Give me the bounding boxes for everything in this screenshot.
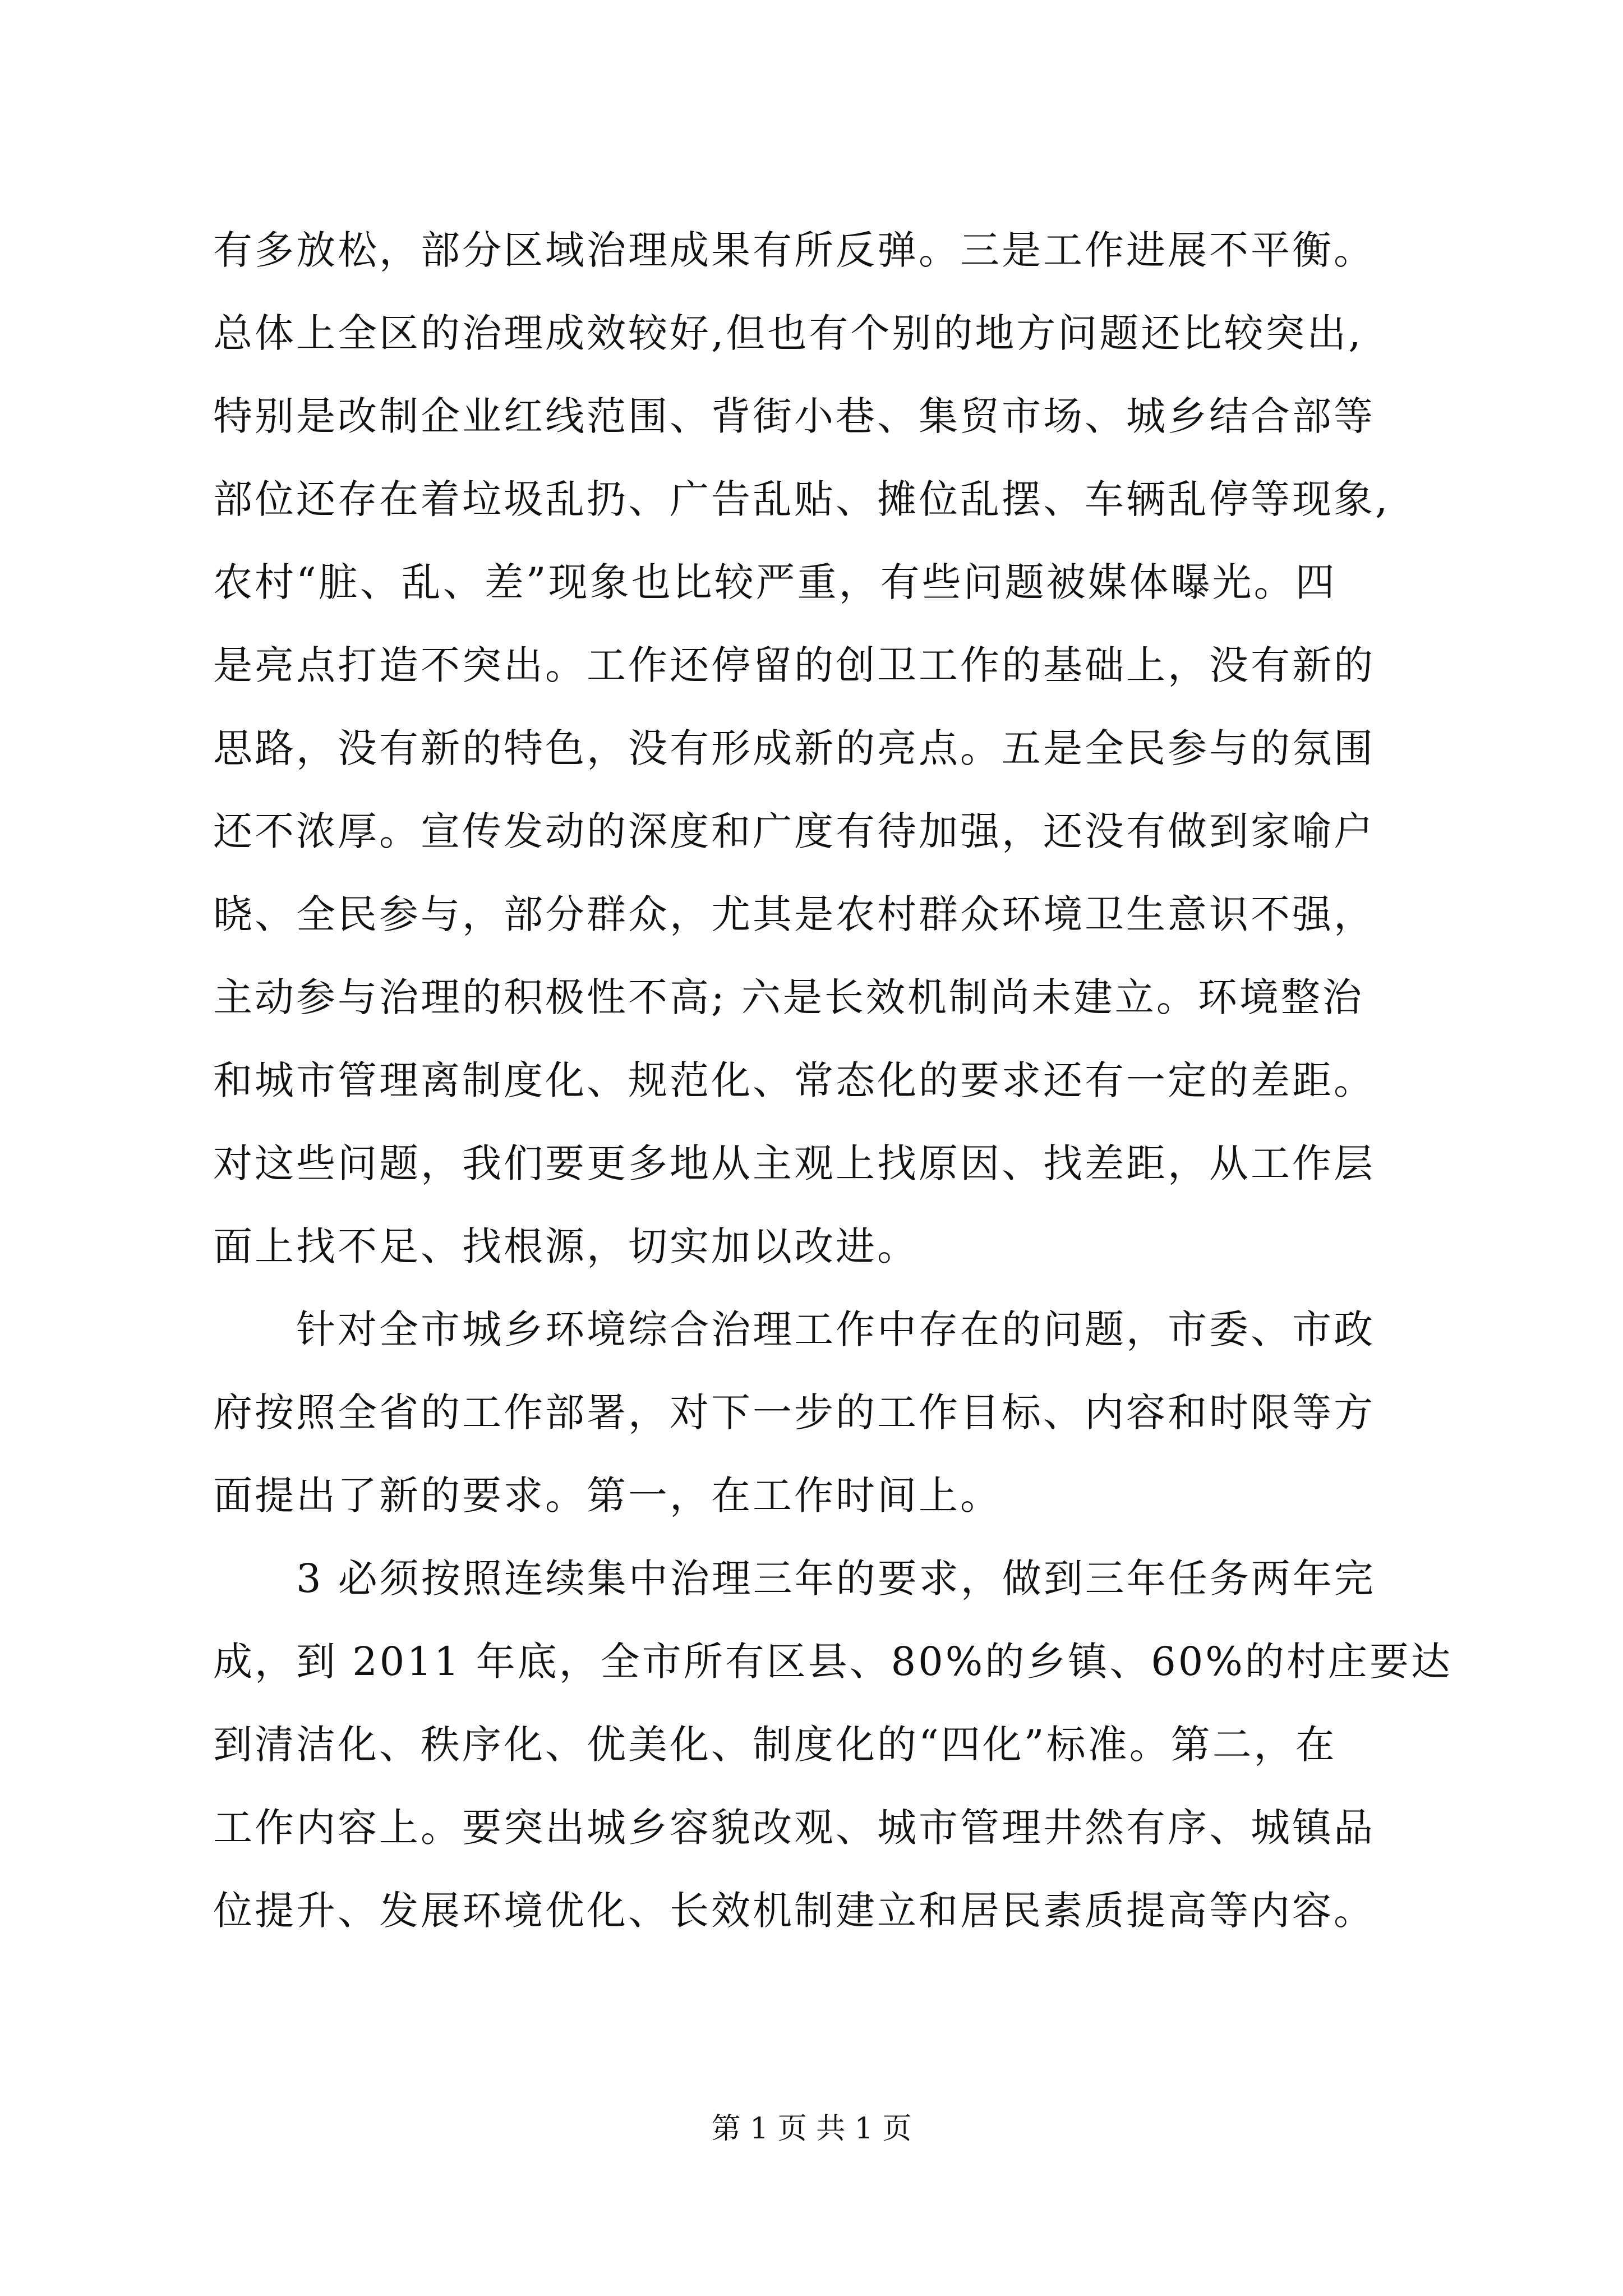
text-line: 对这些问题，我们要更多地从主观上找原因、找差距，从工作层 [213,1140,1375,1186]
text-line: 还不浓厚。宣传发动的深度和广度有待加强，还没有做到家喻户 [213,808,1375,854]
text-line: 是亮点打造不突出。工作还停留的创卫工作的基础上，没有新的 [213,642,1375,688]
text-line: 特别是改制企业红线范围、背街小巷、集贸市场、城乡结合部等 [213,393,1375,439]
text-line: 思路，没有新的特色，没有形成新的亮点。五是全民参与的氛围 [213,725,1375,771]
text-line: 农村“脏、乱、差”现象也比较严重，有些问题被媒体曝光。四 [213,559,1337,605]
text-line: 主动参与治理的积极性不高; 六是长效机制尚未建立。环境整治 [213,974,1364,1020]
text-line: 晓、全民参与，部分群众，尤其是农村群众环境卫生意识不强， [213,891,1375,937]
text-line: 3 必须按照连续集中治理三年的要求，做到三年任务两年完 [213,1556,1376,1602]
text-line: 和城市管理离制度化、规范化、常态化的要求还有一定的差距。 [213,1057,1375,1103]
text-line: 面上找不足、找根源，切实加以改进。 [213,1223,919,1269]
text-line: 总体上全区的治理成效较好,但也有个别的地方问题还比较突出, [213,310,1363,356]
text-line: 有多放松，部分区域治理成果有所反弹。三是工作进展不平衡。 [213,227,1375,273]
body-text [213,209,1458,1952]
text-line: 针对全市城乡环境综合治理工作中存在的问题，市委、市政 [213,1306,1375,1352]
text-line: 工作内容上。要突出城乡容貌改观、城市管理井然有序、城镇品 [213,1805,1375,1851]
text-line: 位提升、发展环境优化、长效机制建立和居民素质提高等内容。 [213,1888,1375,1934]
text-line: 府按照全省的工作部署，对下一步的工作目标、内容和时限等方 [213,1389,1375,1435]
text-line: 成，到 2011 年底，全市所有区县、80%的乡镇、60%的村庄要达 [213,1639,1453,1685]
text-line: 部位还存在着垃圾乱扔、广告乱贴、摊位乱摆、车辆乱停等现象, [213,476,1390,522]
page-number-footer: 第 1 页 共 1 页 [711,2112,912,2146]
text-line: 面提出了新的要求。第一，在工作时间上。 [213,1473,1002,1519]
text-line: 到清洁化、秩序化、优美化、制度化的“四化”标准。第二，在 [213,1722,1337,1768]
